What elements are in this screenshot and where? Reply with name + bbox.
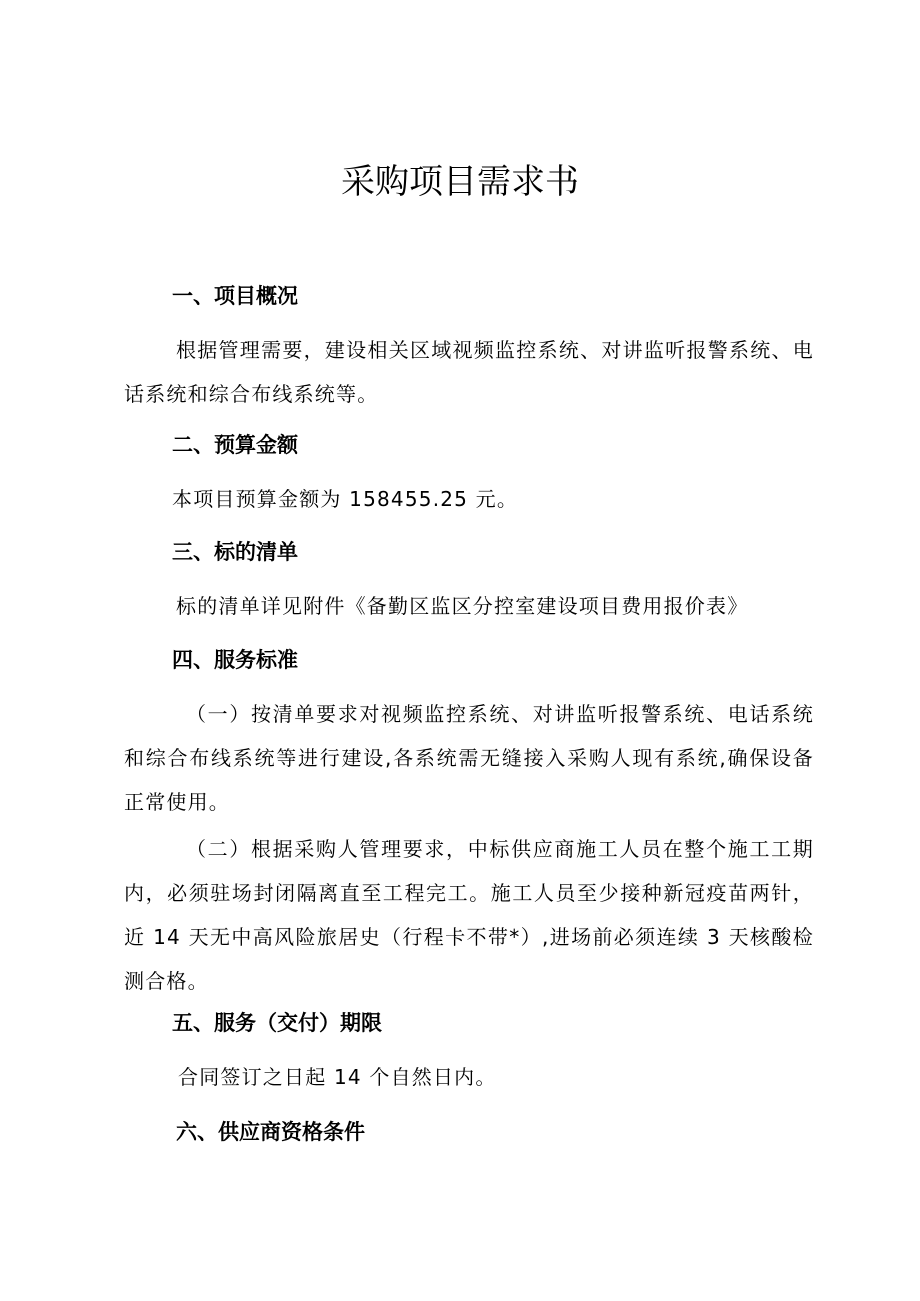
section-heading-item-list: 三、标的清单	[172, 540, 298, 564]
section-heading-delivery-period: 五、服务（交付）期限	[172, 1011, 382, 1035]
service-standard-paragraph-1: （一）按清单要求对视频监控系统、对讲监听报警系统、电话系统和综合布线系统等进行建设,各系统需无缝接入采购人现有系统,确保设备正常使用。	[124, 702, 814, 814]
overview-paragraph: 根据管理需要，建设相关区域视频监控系统、对讲监听报警系统、电话系统和综合布线系统等。	[124, 338, 814, 406]
document-title: 采购项目需求书	[341, 162, 579, 202]
budget-paragraph: 本项目预算金额为 158455.25 元。	[172, 487, 519, 511]
section-heading-service-standard: 四、服务标准	[172, 648, 298, 672]
delivery-period-paragraph: 合同签订之日起 14 个自然日内。	[178, 1065, 497, 1089]
section-heading-overview: 一、项目概况	[172, 284, 298, 308]
item-list-paragraph: 标的清单详见附件《备勤区监区分控室建设项目费用报价表》	[176, 594, 749, 618]
section-heading-supplier-qualification: 六、供应商资格条件	[176, 1120, 365, 1144]
service-standard-paragraph-2: （二）根据采购人管理要求，中标供应商施工人员在整个施工工期内，必须驻场封闭隔离直至工程完工。施工人员至少接种新冠疫苗两针，近 14 天无中高风险旅居史（行程卡不带*）,进场前必须连续 3 天核酸检测合格。	[124, 837, 814, 993]
section-heading-budget: 二、预算金额	[172, 433, 298, 457]
